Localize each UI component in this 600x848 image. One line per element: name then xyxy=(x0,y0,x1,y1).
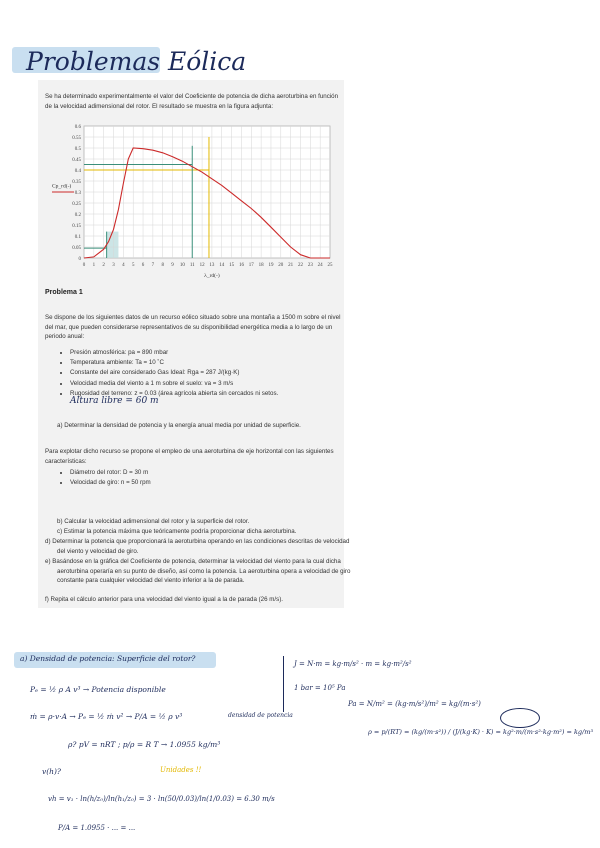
y-tick-label: 0.3 xyxy=(74,190,81,196)
question-e: e) Basándose en la gráfica del Coeficiente de potencia, determinar la velocidad del viento para la cual dicha aeroturbina operaría en su punto de diseño, así como la potencia. La aeroturbina opera a velocidad de giro constante para cualquier velocidad del viento inferior a la de parada. xyxy=(45,558,351,584)
y-tick-label: 0.2 xyxy=(74,212,81,218)
note-right-3: Pa = N/m² = (kg·m/s²)/m² = kg/(m·s²) xyxy=(348,700,481,708)
turbine-intro: Para explotar dicho recurso se propone el empleo de una aeroturbina de eje horizontal con las siguientes características: xyxy=(45,448,334,465)
note-right-2: 1 bar = 10⁵ Pa xyxy=(294,684,346,692)
units-warning: Unidades !! xyxy=(160,766,202,774)
y-tick-label: 0.55 xyxy=(72,135,81,141)
x-tick-label: 13 xyxy=(209,263,215,268)
question-a: a) Determinar la densidad de potencia y la energía anual media por unidad de superficie. xyxy=(57,422,301,429)
problem-title: Problema 1 xyxy=(45,289,83,296)
x-tick-label: 12 xyxy=(199,263,205,268)
x-tick-label: 25 xyxy=(327,263,333,268)
x-tick-label: 23 xyxy=(307,263,313,268)
x-tick-label: 14 xyxy=(219,263,225,268)
data-item: • Presión atmosférica: pa = 890 mbar xyxy=(70,348,278,358)
x-tick-label: 18 xyxy=(258,263,264,268)
x-tick-label: 9 xyxy=(171,263,174,268)
y-tick-label: 0.05 xyxy=(72,245,81,251)
x-tick-label: 22 xyxy=(297,263,303,268)
note-line-5: vh = v₁ · ln(h/z₀)/ln(h₁/z₀) = 3 · ln(50/0.03)/ln(1/0.03) = 6.30 m/s xyxy=(48,795,275,803)
data-list xyxy=(58,348,278,399)
x-tick-label: 10 xyxy=(179,263,185,268)
y-tick-label: 0.4 xyxy=(74,168,81,174)
y-tick-label: 0.1 xyxy=(74,234,81,240)
note-line-6: P/A = 1.0955 · ... = ... xyxy=(58,824,136,832)
question-d: d) Determinar la potencia que proporcionará la aeroturbina operando en las condiciones descritas de velocidad del viento y velocidad de giro. xyxy=(45,538,350,555)
x-tick-label: 16 xyxy=(238,263,244,268)
x-tick-label: 1 xyxy=(92,263,96,268)
x-tick-label: 7 xyxy=(151,263,155,268)
question-b: b) Calcular la velocidad adimensional del rotor y la superficie del rotor. xyxy=(57,518,250,525)
note-line-2-annotation: densidad de potencia xyxy=(228,712,293,719)
question-c: c) Estimar la potencia máxima que teóricamente podría proporcionar dicha aeroturbina. xyxy=(57,528,297,535)
x-tick-label: 15 xyxy=(229,263,235,268)
y-tick-label: 0 xyxy=(78,256,81,262)
problem-intro: Se dispone de los siguientes datos de un recurso eólico situado sobre una montaña a 1500 m sobre el nivel del mar, que pueden considerarse representativos de su disponibilidad energética media a lo largo de un periodo anual: xyxy=(45,314,341,341)
y-tick-label: 0.25 xyxy=(72,201,81,207)
notes-divider xyxy=(283,656,284,712)
y-tick-label: 0.5 xyxy=(74,146,81,152)
intro-text: Se ha determinado experimentalmente el valor del Coeficiente de potencia de dicha aeroturbina en función de la velocidad adimensional del rotor. El resultado se muestra en la figura adjunta: xyxy=(45,93,339,110)
note-line-4: v(h)? xyxy=(42,767,61,776)
x-tick-label: 6 xyxy=(141,263,145,268)
result-circle xyxy=(500,708,540,728)
y-tick-label: 0.6 xyxy=(74,124,81,130)
x-tick-label: 20 xyxy=(278,263,284,268)
x-tick-label: 3 xyxy=(112,263,115,268)
data-item: • Temperatura ambiente: Ta = 10 ˚C xyxy=(70,358,278,368)
note-right-4: ρ = p/(RT) = (kg/(m·s²)) / (J/(kg·K) · K) = kg²·m/(m·s²·kg·m²) = kg/m³ xyxy=(368,728,594,736)
shaded-range xyxy=(107,232,119,258)
x-tick-label: 2 xyxy=(102,263,105,268)
handwritten-height-note: Altura libre = 60 m xyxy=(70,396,159,406)
x-tick-label: 24 xyxy=(317,263,323,268)
x-tick-label: 21 xyxy=(288,263,294,268)
page-title: Problemas Eólica xyxy=(26,47,247,76)
y-tick-label: 0.45 xyxy=(72,157,81,163)
x-tick-label: 11 xyxy=(189,263,195,268)
note-line-1: Pₑ = ½ ρ A v³ → Potencia disponible xyxy=(30,685,166,694)
x-tick-label: 17 xyxy=(248,263,254,268)
note-line-2: ṁ = ρ·v·A → Pₑ = ½ ṁ v² → P/A = ½ ρ v³ xyxy=(30,712,183,721)
notes-heading: a) Densidad de potencia: Superficie del rotor? xyxy=(20,654,196,663)
y-tick-label: 0.15 xyxy=(72,223,81,229)
data-item: • Rugosidad del terreno: z = 0.03 (área agrícola abierta sin cercados ni setos. xyxy=(70,389,278,399)
turbine-item: • Diámetro del rotor: D = 30 m xyxy=(70,468,151,478)
x-tick-label: 8 xyxy=(161,263,164,268)
turbine-item: • Velocidad de giro: n = 50 rpm xyxy=(70,478,151,488)
x-tick-label: 5 xyxy=(131,263,135,268)
x-tick-label: 4 xyxy=(122,263,125,268)
question-f: f) Repita el cálculo anterior para una velocidad del viento igual a la de parada (26 m/s). xyxy=(45,596,284,603)
data-item: • Velocidad media del viento a 1 m sobre el suelo: va = 3 m/s xyxy=(70,379,278,389)
x-axis-label: λ_rd(-) xyxy=(204,273,220,278)
x-tick-label: 19 xyxy=(268,263,274,268)
note-line-3: ρ? pV = nRT ; p/ρ = R T → 1.0955 kg/m³ xyxy=(68,740,221,749)
note-right-1: J = N·m = kg·m/s² · m = kg·m²/s² xyxy=(294,660,412,668)
x-tick-label: 0 xyxy=(82,263,86,268)
y-axis-label: Cp_rd(-) xyxy=(52,183,72,190)
turbine-list xyxy=(58,468,151,488)
y-tick-label: 0.35 xyxy=(72,179,81,185)
data-item: • Constante del aire considerado Gas Ideal: Rga = 287 J/(kg·K) xyxy=(70,368,278,378)
cp-chart xyxy=(52,118,342,278)
